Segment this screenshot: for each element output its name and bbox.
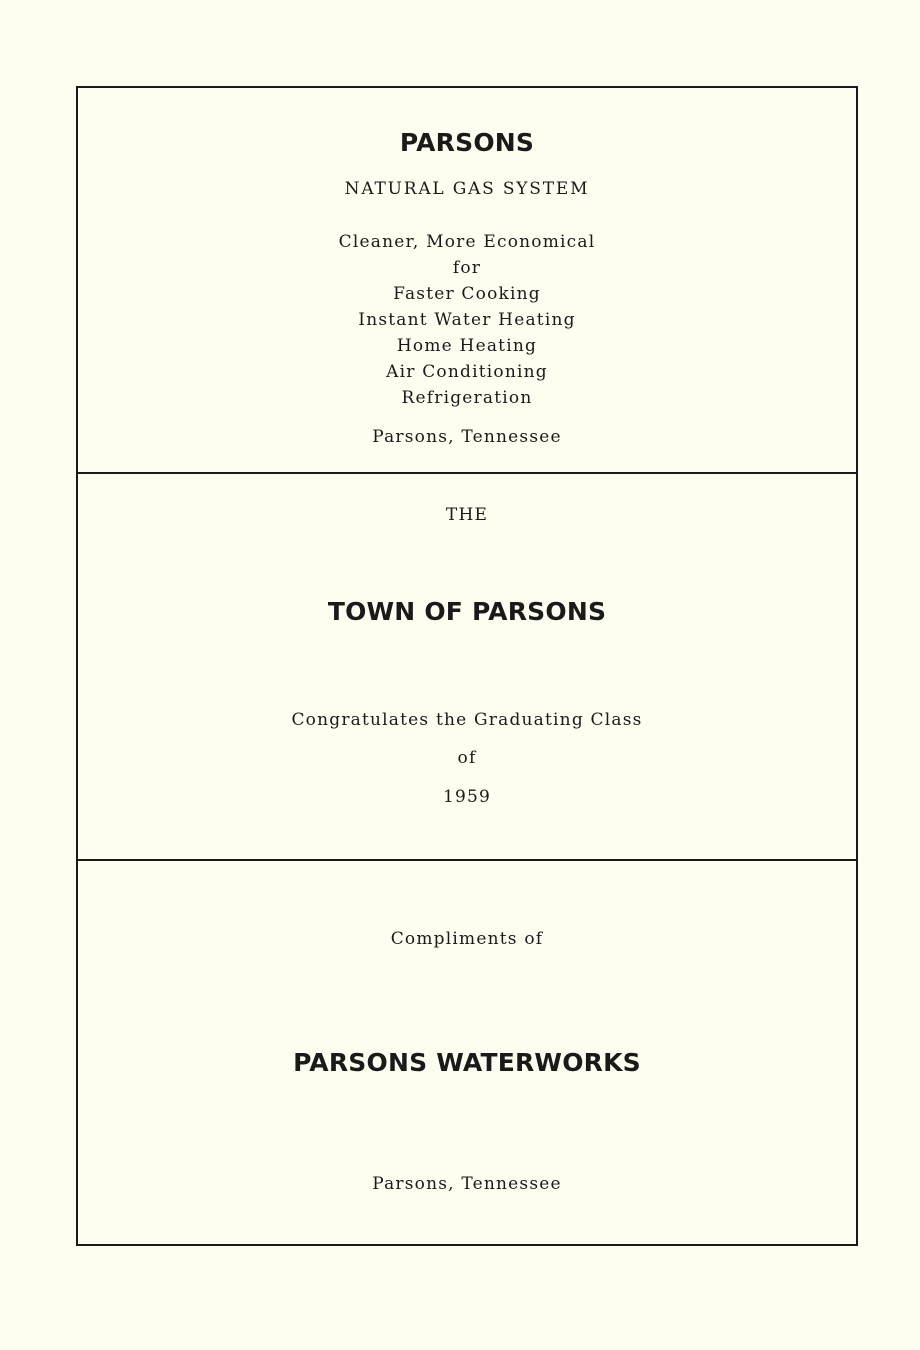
town-ad-year: 1959 <box>442 787 492 807</box>
gas-system-ad <box>78 88 856 472</box>
water-ad-title: PARSONS WATERWORKS <box>293 1048 641 1077</box>
town-ad-prefix: THE <box>445 505 489 525</box>
gas-ad-line: Faster Cooking <box>393 284 541 304</box>
gas-ad-location: Parsons, Tennessee <box>372 427 562 447</box>
gas-ad-line: Instant Water Heating <box>358 310 576 330</box>
town-ad-title: TOWN OF PARSONS <box>327 597 607 626</box>
town-ad-message: Congratulates the Graduating Class <box>291 710 643 730</box>
town-of-parsons-ad <box>78 472 856 859</box>
gas-ad-subtitle: NATURAL GAS SYSTEM <box>344 179 590 199</box>
page-frame <box>76 86 858 1246</box>
gas-ad-line: Air Conditioning <box>386 362 548 382</box>
gas-ad-line: Home Heating <box>396 336 538 356</box>
waterworks-ad <box>78 859 856 1246</box>
gas-ad-line: for <box>452 258 482 278</box>
town-ad-of: of <box>457 748 477 768</box>
water-ad-location: Parsons, Tennessee <box>372 1174 562 1194</box>
water-ad-intro: Compliments of <box>390 929 544 949</box>
gas-ad-line: Refrigeration <box>401 388 533 408</box>
gas-ad-line: Cleaner, More Economical <box>338 232 596 252</box>
gas-ad-title: PARSONS <box>399 128 535 157</box>
